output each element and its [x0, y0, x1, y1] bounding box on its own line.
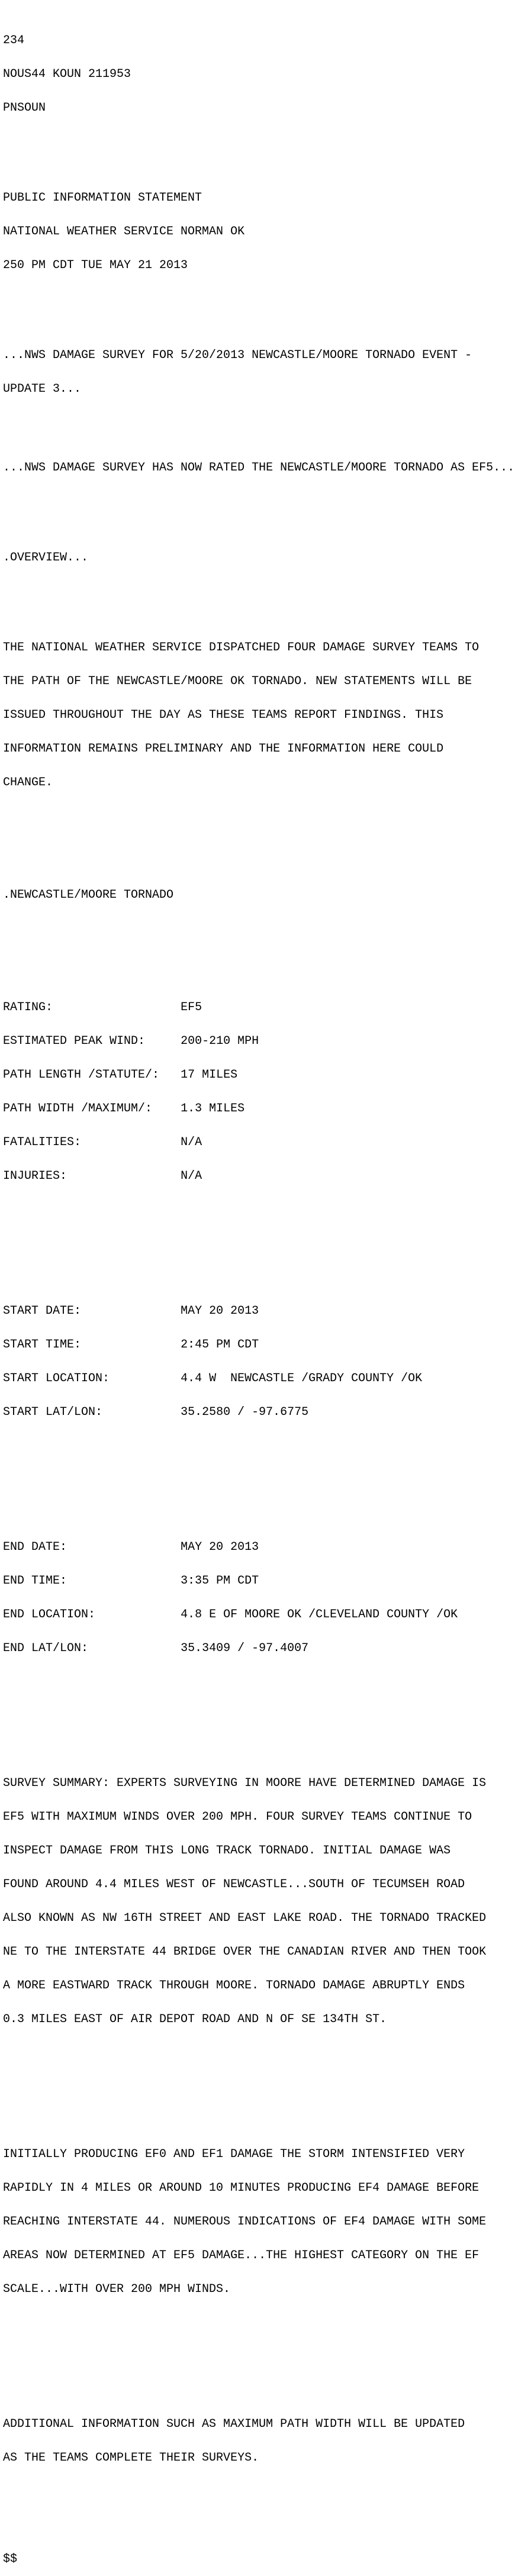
start-label: START LAT/LON:: [3, 1405, 181, 1419]
blank-line: [3, 2509, 515, 2520]
blank-line: [3, 1699, 515, 1710]
additional-info-paragraph: [3, 2396, 515, 2486]
survey-summary-line: EF5 WITH MAXIMUM WINDS OVER 200 MPH. FOUR SURVEY TEAMS CONTINUE TO: [3, 1810, 472, 1824]
stat-label: ESTIMATED PEAK WIND:: [3, 1034, 181, 1048]
overview-paragraph: [3, 620, 515, 811]
start-row: [3, 1305, 515, 1317]
overview-line: CHANGE.: [3, 776, 53, 789]
intensification-line: INITIALLY PRODUCING EF0 AND EF1 DAMAGE THE STORM INTENSIFIED VERY: [3, 2148, 465, 2161]
survey-summary-line: SURVEY SUMMARY: EXPERTS SURVEYING IN MOORE HAVE DETERMINED DAMAGE IS: [3, 1777, 487, 1790]
product-sequence-number: 234: [3, 34, 25, 47]
stat-row: [3, 1002, 515, 1013]
survey-summary-line: NE TO THE INTERSTATE 44 BRIDGE OVER THE CANADIAN RIVER AND THEN TOOK: [3, 1945, 487, 1959]
intensification-line: SCALE...WITH OVER 200 MPH WINDS.: [3, 2282, 231, 2296]
stat-label: PATH LENGTH /STATUTE/:: [3, 1068, 181, 1082]
intensification-line: REACHING INTERSTATE 44. NUMEROUS INDICATIONS OF EF4 DAMAGE WITH SOME: [3, 2215, 487, 2229]
end-value: 3:35 PM CDT: [181, 1574, 259, 1588]
stat-label: RATING:: [3, 1001, 181, 1014]
blank-line: [3, 496, 515, 507]
start-value: MAY 20 2013: [181, 1304, 259, 1318]
end-value: 4.8 E OF MOORE OK /CLEVELAND COUNTY /OK: [181, 1608, 458, 1621]
start-info-table: [3, 1283, 515, 1440]
overview-line: ISSUED THROUGHOUT THE DAY AS THESE TEAMS REPORT FINDINGS. THIS: [3, 708, 444, 722]
stat-row: [3, 1036, 515, 1047]
additional-info-line: AS THE TEAMS COMPLETE THEIR SURVEYS.: [3, 2451, 259, 2465]
stat-value: N/A: [181, 1169, 202, 1183]
intensification-line: AREAS NOW DETERMINED AT EF5 DAMAGE...THE HIGHEST CATEGORY ON THE EF: [3, 2249, 479, 2262]
blank-line: [3, 294, 515, 305]
start-value: 2:45 PM CDT: [181, 1338, 259, 1352]
survey-summary-line: 0.3 MILES EAST OF AIR DEPOT ROAD AND N OF SE 134TH ST.: [3, 2013, 387, 2026]
stat-row: [3, 1137, 515, 1148]
stat-value: EF5: [181, 1001, 202, 1014]
blank-line: [3, 2340, 515, 2351]
survey-summary-line: ALSO KNOWN AS NW 16TH STREET AND EAST LAKE ROAD. THE TORNADO TRACKED: [3, 1911, 487, 1925]
blank-line: [3, 833, 515, 844]
intensification-paragraph: [3, 2126, 515, 2317]
end-label: END DATE:: [3, 1540, 181, 1554]
stat-value: N/A: [181, 1136, 202, 1149]
stat-label: FATALITIES:: [3, 1136, 181, 1149]
blank-line: [3, 417, 515, 428]
stat-value: 200-210 MPH: [181, 1034, 259, 1048]
survey-summary-line: A MORE EASTWARD TRACK THROUGH MOORE. TORNADO DAMAGE ABRUPTLY ENDS: [3, 1979, 465, 1993]
start-value: 35.2580 / -97.6775: [181, 1405, 309, 1419]
blank-line: [3, 136, 515, 147]
additional-info-line: ADDITIONAL INFORMATION SUCH AS MAXIMUM PATH WIDTH WILL BE UPDATED: [3, 2417, 465, 2431]
blank-line: [3, 586, 515, 597]
statement-type: PUBLIC INFORMATION STATEMENT: [3, 191, 202, 205]
start-row: [3, 1373, 515, 1384]
survey-summary-line: INSPECT DAMAGE FROM THIS LONG TRACK TORNADO. INITIAL DAMAGE WAS: [3, 1844, 451, 1858]
end-row: [3, 1609, 515, 1620]
end-info-table: [3, 1519, 515, 1677]
stat-row: [3, 1171, 515, 1182]
headline-line: ...NWS DAMAGE SURVEY FOR 5/20/2013 NEWCASTLE/MOORE TORNADO EVENT -: [3, 349, 472, 362]
start-value: 4.4 W NEWCASTLE /GRADY COUNTY /OK: [181, 1372, 423, 1385]
overview-heading: .OVERVIEW...: [3, 551, 89, 565]
end-label: END LOCATION:: [3, 1608, 181, 1621]
end-label: END TIME:: [3, 1574, 181, 1588]
issuing-office: NATIONAL WEATHER SERVICE NORMAN OK: [3, 225, 245, 238]
survey-summary-line: FOUND AROUND 4.4 MILES WEST OF NEWCASTLE...SOUTH OF TECUMSEH ROAD: [3, 1878, 465, 1891]
tornado-heading: .NEWCASTLE/MOORE TORNADO: [3, 888, 174, 902]
intensification-line: RAPIDLY IN 4 MILES OR AROUND 10 MINUTES PRODUCING EF4 DAMAGE BEFORE: [3, 2181, 479, 2195]
end-value: 35.3409 / -97.4007: [181, 1642, 309, 1655]
start-row: [3, 1407, 515, 1418]
blank-line: [3, 1227, 515, 1238]
overview-line: INFORMATION REMAINS PRELIMINARY AND THE INFORMATION HERE COULD: [3, 742, 444, 756]
stat-row: [3, 1069, 515, 1081]
stat-value: 17 MILES: [181, 1068, 238, 1082]
stat-value: 1.3 MILES: [181, 1102, 245, 1115]
end-row: [3, 1542, 515, 1553]
overview-line: THE PATH OF THE NEWCASTLE/MOORE OK TORNADO. NEW STATEMENTS WILL BE: [3, 675, 472, 688]
start-label: START LOCATION:: [3, 1372, 181, 1385]
overview-line: THE NATIONAL WEATHER SERVICE DISPATCHED FOUR DAMAGE SURVEY TEAMS TO: [3, 641, 479, 655]
awips-id: PNSOUN: [3, 101, 46, 115]
end-label: END LAT/LON:: [3, 1642, 181, 1655]
headline-line: UPDATE 3...: [3, 382, 82, 396]
end-row: [3, 1575, 515, 1587]
issue-time: 250 PM CDT TUE MAY 21 2013: [3, 259, 188, 272]
blank-line: [3, 923, 515, 934]
stat-label: PATH WIDTH /MAXIMUM/:: [3, 1102, 181, 1115]
start-label: START DATE:: [3, 1304, 181, 1318]
rating-headline: ...NWS DAMAGE SURVEY HAS NOW RATED THE NEWCASTLE/MOORE TORNADO AS EF5...: [3, 461, 515, 475]
end-row: [3, 1643, 515, 1654]
stat-row: [3, 1103, 515, 1114]
wmo-header: NOUS44 KOUN 211953: [3, 67, 131, 81]
tornado-stats-table: [3, 979, 515, 1204]
blank-line: [3, 2070, 515, 2081]
blank-line: [3, 1463, 515, 1474]
end-value: MAY 20 2013: [181, 1540, 259, 1554]
survey-summary-paragraph: [3, 1755, 515, 2048]
start-label: START TIME:: [3, 1338, 181, 1352]
product-terminator: $$: [3, 2552, 18, 2566]
start-row: [3, 1339, 515, 1350]
stat-label: INJURIES:: [3, 1169, 181, 1183]
